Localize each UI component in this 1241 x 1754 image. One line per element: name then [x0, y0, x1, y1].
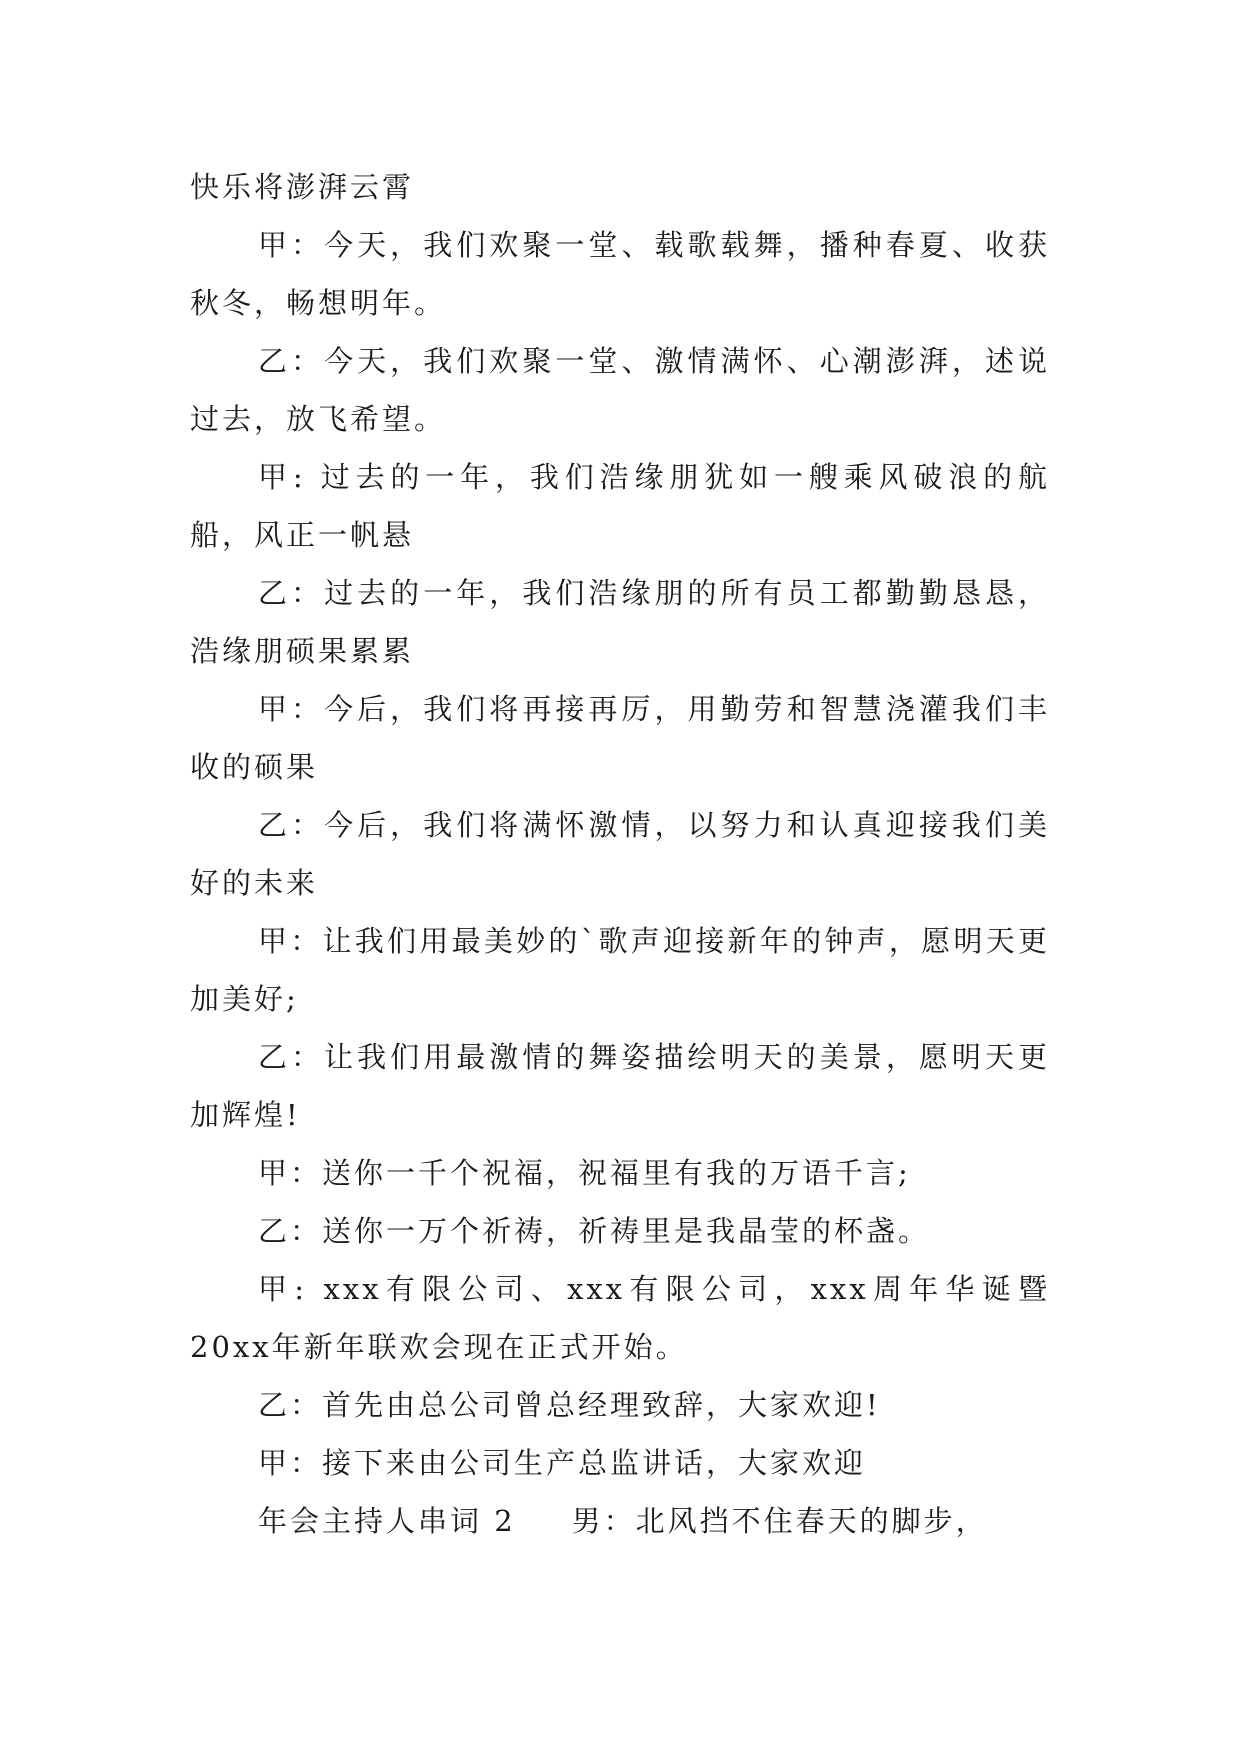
paragraph-3: 乙：今天，我们欢聚一堂、激情满怀、心潮澎湃，述说过去，放飞希望。: [190, 344, 1050, 436]
paragraph-13: 乙：首先由总公司曾总经理致辞，大家欢迎!: [258, 1388, 881, 1422]
section-heading: 年会主持人串词 2: [258, 1504, 516, 1538]
paragraph-1: 快乐将澎湃云霄: [190, 170, 415, 204]
paragraph-4: 甲: 过去的一年，我们浩缘朋犹如一艘乘风破浪的航船，风正一帆悬: [190, 460, 1050, 552]
paragraph-8: 甲：让我们用最美妙的`歌声迎接新年的钟声，愿明天更加美好;: [190, 924, 1050, 1016]
paragraph-10: 甲：送你一千个祝福，祝福里有我的万语千言;: [258, 1156, 911, 1190]
paragraph-5: 乙：过去的一年，我们浩缘朋的所有员工都勤勤恳恳，浩缘朋硕果累累: [190, 576, 1050, 668]
paragraph-14: 甲：接下来由公司生产总监讲话，大家欢迎: [258, 1446, 867, 1480]
section-first-line: 男：北风挡不住春天的脚步，: [571, 1504, 988, 1538]
section-line: [190, 1492, 1050, 1550]
document-body: [190, 158, 1050, 1550]
paragraph-2: 甲：今天，我们欢聚一堂、载歌载舞，播种春夏、收获秋冬，畅想明年。: [190, 228, 1050, 320]
paragraph-7: 乙：今后，我们将满怀激情，以努力和认真迎接我们美好的未来: [190, 808, 1050, 900]
paragraph-6: 甲：今后，我们将再接再厉，用勤劳和智慧浇灌我们丰收的硕果: [190, 692, 1050, 784]
paragraph-11: 乙：送你一万个祈祷，祈祷里是我晶莹的杯盏。: [258, 1214, 931, 1248]
paragraph-9: 乙：让我们用最激情的舞姿描绘明天的美景，愿明天更加辉煌!: [190, 1040, 1050, 1132]
paragraph-12: 甲: xxx有限公司、xxx有限公司，xxx周年华诞暨20xx年新年联欢会现在正式开始。: [190, 1272, 1050, 1364]
